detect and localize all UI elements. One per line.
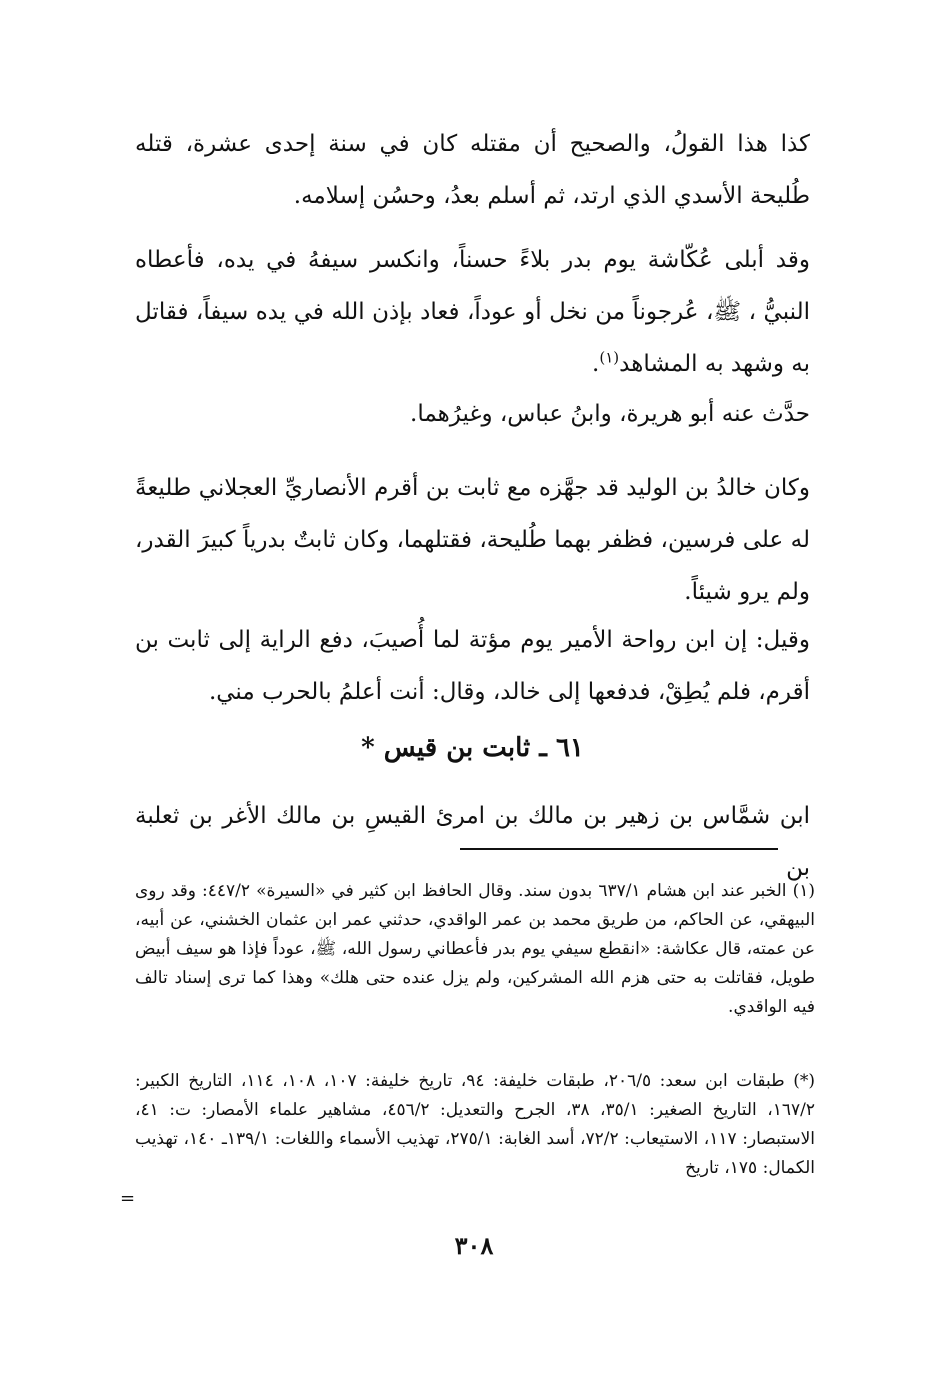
footnote-reference: (١): [599, 348, 620, 367]
paragraph-3: [135, 388, 810, 440]
paragraph-2: [135, 234, 810, 390]
paragraph-3-text: حدَّث عنه أبو هريرة، وابنُ عباس، وغيرُهما.: [410, 401, 810, 427]
paragraph-6-text: ابن شمَّاس بن زهير بن مالك بن امرئ القيسِ بن مالك الأغر بن ثعلبة بن: [135, 803, 810, 881]
paragraph-4: [135, 462, 810, 618]
footnote-divider: [460, 848, 778, 850]
page-number: ٣٠٨: [454, 1231, 494, 1260]
paragraph-5-text: وقيل: إن ابن رواحة الأمير يوم مؤتة لما أُصيبَ، دفع الراية إلى ثابت بن أقرم، فلم يُطِقْ، فدفعها إلى خالد، وقال: أنت أعلمُ بالحرب مني.: [135, 627, 810, 705]
footnote-1: [135, 877, 815, 1022]
footnote-2-text: (*) طبقات ابن سعد: ٢٠٦/٥، طبقات خليفة: ٩٤، تاريخ خليفة: ١٠٧، ١٠٨، ١١٤، التاريخ الكبير: ١٦٧/٢، التاريخ الصغير: ٣٥/١، ٣٨، الجرح والتعديل: ٤٥٦/٢، مشاهير علماء الأمصار: ت: ٤١، الاستبصار: ١١٧، الاستيعاب: ٧٢/٢، أسد الغابة: ٢٧٥/١، تهذيب الأسماء واللغات: ١٣٩/١ـ ١٤٠، تهذيب الكمال: ١٧٥، تاريخ: [135, 1071, 816, 1178]
paragraph-1-text: كذا هذا القولُ، والصحيح أن مقتله كان في سنة إحدى عشرة، قتله طُليحة الأسدي الذي ارتد، ثم أسلم بعدُ، وحسُن إسلامه.: [135, 131, 810, 209]
entry-heading: ٦١ ـ ثابت بن قيس *: [361, 733, 584, 763]
paragraph-4-text: وكان خالدُ بن الوليد قد جهَّزه مع ثابت بن أقرم الأنصاريِّ العجلاني طليعةً له على فرسين، فظفر بهما طُليحة، فقتلهما، وكان ثابتٌ بدرياً كبيرَ القدر، ولم يرو شيئاً.: [135, 475, 810, 605]
paragraph-2-end: .: [592, 351, 600, 377]
paragraph-5: [135, 614, 810, 718]
footnote-1-text: (١) الخبر عند ابن هشام ٦٣٧/١ بدون سند. وقال الحافظ ابن كثير في «السيرة» ٤٤٧/٢: وقد روى البيهقي، عن الحاكم، من طريق محمد بن عمر الواقدي، حدثني عمر ابن عثمان الخشني، عن أبيه، عن عمته، قال عكاشة: «انقطع سيفي يوم بدر فأعطاني رسول الله، ﷺ، عوداً فإذا هو سيف أبيض طويل، فقاتلت به حتى هزم الله المشركين، ولم يزل عنده حتى هلك» وهذا كما ترى إسناد تالف فيه الواقدي.: [135, 881, 815, 1017]
continuation-mark: =: [120, 1188, 136, 1209]
paragraph-2-text: وقد أبلى عُكّاشة يوم بدر بلاءً حسناً، وانكسر سيفهُ في يده، فأعطاه النبيُّ ، ﷺ، عُرجوناً من نخل أو عوداً، فعاد بإذن الله في يده سيفاً، فقاتل به وشهد به المشاهد: [135, 247, 810, 377]
paragraph-1: [135, 118, 810, 222]
footnote-2: [135, 1067, 815, 1183]
